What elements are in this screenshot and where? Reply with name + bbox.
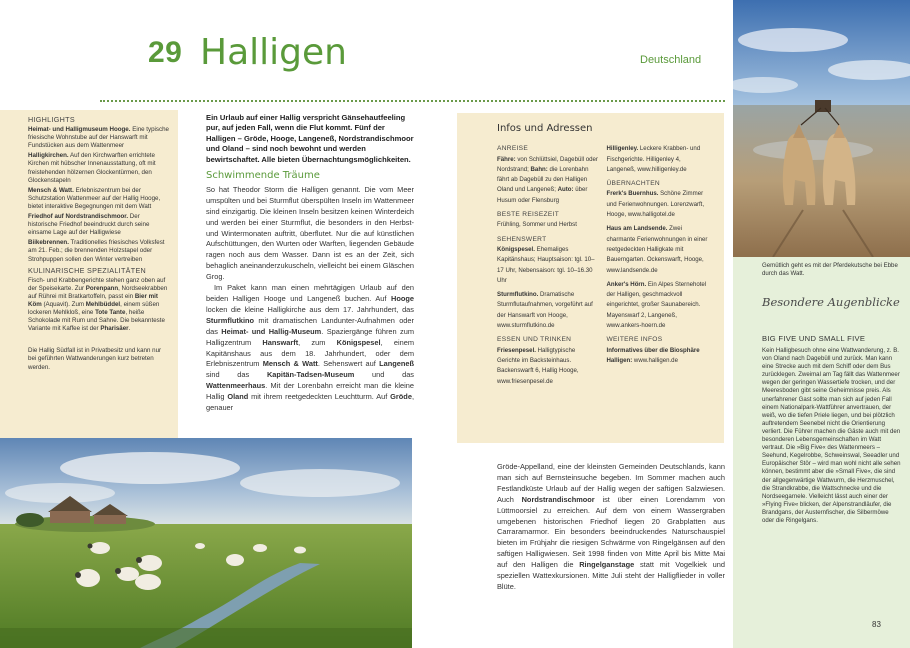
body-continuation: Gröde-Appelland, eine der kleinsten Gemeinden Deutschlands, kann man sich auf Bernsteinsuche begeben. Im Sommer machen auch Festlandküste Urlaub auf der Hallig wegen der saftigen Salzwiesen. Auch Nordstrandischmoor ist über einen Lorendamm von Lüttmoorsiel zu erreichen. Auf dem von einem Wassergraben umgebenen historischen Friedhof liegen 20 Grabplatten aus Carraramarmor. Ein besonders beeindruckendes Naturschauspiel bieten im Frühjahr die riesigen Schwärme von Ringelgänsen auf den saftigen Halligwiesen. Seit 1998 finden von Mitte April bis Mitte Mai auf den Halligen die Ringelganstage statt mit Vogelkiek und speziellen Wattexkursionen. Mitte Juli steht der Halligflieder in voller Blüte.	[497, 462, 726, 591]
big-five-heading: BIG FIVE UND SMALL FIVE	[762, 334, 866, 343]
info-heading: WEITERE INFOS	[606, 336, 663, 344]
info-column-right	[607, 144, 709, 391]
photo-caption-suedfall: Die Hallig Südfall ist in Privatbesitz und kann nur bei geführten Wattwanderungen kurz betreten werden.	[28, 347, 162, 371]
info-text: Hilligenley. Leckere Krabben- und Fischgerichte. Hilligenley 4, Langeneß, www.hilligenley.de	[606, 145, 701, 173]
dotted-divider	[100, 100, 725, 102]
info-text: Sturmflutkino. Dramatische Sturmflutaufnahmen, vorgeführt auf der Hanswarft von Hooge, www.sturmflutkino.de	[497, 291, 593, 330]
chapter-number: 29	[148, 36, 183, 69]
info-heading: ÜBERNACHTEN	[606, 180, 660, 188]
big-five-text: Kein Halligbesuch ohne eine Wattwanderung, z. B. von Oland nach Dagebüll und zurück. Man kann eine Strecke auch mit dem Schiff oder dem Bus zurücklegen. Zweimal am Tag fällt das Wattenmeer wegen der geringen Wassertiefe trocken, und der Meeresboden gibt seine Geheimnisse preis. Als unerfahrener Gast sollte man sich auf jeden Fall einem Nationalpark-Wattführer anvertrauen, der weiß, wo die tiefen Priele liegen, und bei plötzlich auftretendem Seenebel nicht die Orientierung verliert. Die Führer machen die Gäste auch mit den besonderen Lebensgemeinschaften im Watt vertraut. Die »Big Five« des Wattenmeers – Seehund, Kegelrobbe, Schweinswal, Seeadler und Europäischer Stör – wird man wohl nicht alle sehen können, bestimmt aber die »Small Five«, die sind der allgegenwärtige Wattwurm, die Herzmuschel, die Strandkrabbe, die Wattschnecke und die Nordseegarnele. Vielleicht lässt auch einer der »Flying Five« blicken, der Alpenstrandläufer, die Brandgans, der Austernfischer, die Silbermöwe oder die Ringelgans.	[762, 347, 901, 524]
info-heading: BESTE REISEZEIT	[497, 211, 560, 219]
main-article	[206, 113, 414, 414]
highlight-item: Friedhof auf Nordstrandischmoor. Der historische Friedhof beeindruckt durch seine einsame Lage auf der Halligwiese	[28, 213, 150, 237]
highlight-item: Biikebrennen. Traditionelles friesisches Volksfest am 21. Feb.; die brennenden Holzstapel oder Strohpuppen sollen den Winter vertreiben	[28, 239, 165, 263]
special-moments-title: Besondere Augenblicke	[762, 295, 900, 309]
info-box	[457, 113, 724, 443]
chapter-title: Halligen	[200, 32, 347, 73]
info-heading: ESSEN UND TRINKEN	[497, 336, 572, 344]
highlights-heading: HIGHLIGHTS	[28, 115, 75, 124]
section-heading: Schwimmende Träume	[206, 170, 320, 182]
info-text: Fähre: von Schlüttsiel, Dagebüll oder Nordstrand; Bahn: die Lorenbahn fährt ab Dagebüll zu den Halligen Oland und Langeneß; Auto: über Husum oder Flensburg	[497, 155, 598, 204]
info-heading: ANREISE	[497, 145, 529, 153]
body-paragraph: So hat Theodor Storm die Halligen genannt. Die vom Meer umspülten und bei Sturmflut überspülten Inseln im Wattenmeer sind einzigartig. Die kleinen Inseln besitzen keinen Winterdeich und werden bei einer Sturmflut, die besonders in den Herbst- und Wintermonaten auftritt, überflutet. Nur die auf künstlichen Aufschüttungen, den Wurten oder Warften, liegenden Gebäude ragen noch aus dem Wasser. Dann ist es an der Zeit, sich behaglich aneinanderzukuscheln, vielleicht bei einem Gläschen Grog.	[206, 184, 414, 282]
info-text: Informatives über die Biosphäre Halligen: www.halligen.de	[606, 346, 700, 364]
info-column-left	[497, 144, 599, 391]
highlight-item: Mensch & Watt. Erlebniszentrum bei der Schutzstation Wattenmeer auf der Hallig Hooge, bietet interaktive Begegnungen mit dem Watt	[28, 186, 161, 210]
hallig-sheep-photo	[0, 438, 412, 648]
info-heading: SEHENSWERT	[497, 235, 547, 243]
food-text: Fisch- und Krabbengerichte stehen ganz oben auf der Speisekarte. Zur Porenpann, Nordseekrabben auf Rührei mit Bratkartoffeln, passt ein Bier mit Köm (Aquavit). Zum Mehlbüddel, einem süßen lockeren Mehlkloß, eine Tote Tante, heiße Schokolade mit Rum und Sahne. Die bekannteste Variante mit Kaffee ist der Pharisäer.	[28, 276, 168, 333]
horse-carriage-photo	[733, 0, 910, 257]
food-heading: KULINARISCHE SPEZIALITÄTEN	[28, 265, 147, 275]
info-title: Infos und Adressen	[497, 123, 593, 134]
carriage-photo-caption: Gemütlich geht es mit der Pferdekutsche bei Ebbe durch das Watt.	[762, 262, 898, 277]
info-text: Frühling, Sommer und Herbst	[497, 221, 577, 229]
highlight-item: Heimat- und Halligmuseum Hooge. Eine typische friesische Wohnstube auf der Hanswarft mit Fundstücken aus dem Wattenmeer	[28, 126, 169, 150]
highlights-box	[0, 110, 178, 438]
info-text: Haus am Landsende. Zwei charmante Ferienwohnungen in einer reetgedeckten Halligkate mit Bauerngarten. Ockenswarft, Hooge, www.landsende.de	[606, 225, 708, 274]
body-paragraph: Im Paket kann man einen mehrtägigen Urlaub auf den beiden Halligen Hooge und Langeneß buchen. Auf Hooge locken die kleine Halligkirche aus dem 17. Jahrhundert, das Sturmflutkino mit dramatischen Landunter-Aufnahmen oder das Heimat- und Hallig-Museum. Spaziergänge führen zum Halligzentrum Hanswarft, zum Königspesel, einem Kapitänshaus aus dem 18. Jahrhundert, oder dem Erlebniszentrum Mensch & Watt. Sehenswert auf Langeneß sind das Kapitän-Tadsen-Museum und das Wattenmeerhaus. Mit der Lorenbahn erreicht man die kleine Hallig Oland mit ihrem reetgedeckten Leuchtturm. Auf Gröde, genauer	[206, 283, 415, 413]
country-label: Deutschland	[640, 54, 702, 66]
info-text: Königspesel. Ehemaliges Kapitänshaus; Hauptsaison: tgl. 10–17 Uhr, Nebensaison: tgl. 10–16.30 Uhr	[497, 245, 595, 284]
info-text: Frerk's Buernhus. Schöne Zimmer und Ferienwohnungen. Lorenzwarft, Hooge, www.halligotel.de	[606, 190, 705, 219]
info-text: Anker's Hörn. Ein Alpes Sternehotel der Halligen, geschmackvoll eingerichtet, großer Saunabereich. Mayenswarf 2, Langeneß, www.ankers-hoern.de	[606, 280, 707, 330]
info-text: Friesenpesel. Halligtypische Gerichte im Backsteinhaus. Backenswarft 6, Hallig Hooge, www.friesenpesel.de	[497, 346, 579, 385]
highlight-item: Halligkirchen. Auf den Kirchwarften errichtete Kirchen mit hübscher Innenausstattung, oft mit freistehenden hölzernen Glockentürmen, den Glockenstapeln	[28, 152, 156, 184]
page-number: 83	[872, 620, 881, 629]
lead-paragraph: Ein Urlaub auf einer Hallig verspricht Gänsehautfeeling pur, auf jeden Fall, wenn die Flut kommt. Fünf der Halligen – Gröde, Hooge, Langeneß, Nordstrandischmoor und Oland – sind noch bewohnt und werden bewirtschaftet. Alle bieten Übernachtungsmöglichkeiten.	[206, 113, 414, 164]
